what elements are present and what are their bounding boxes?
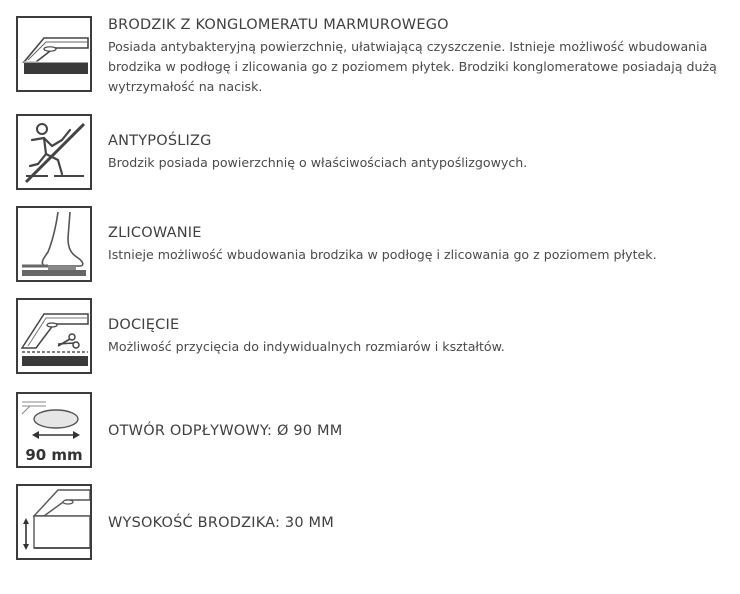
- feature-anti-slip: [16, 114, 726, 190]
- feature-flush-fitting: [16, 206, 726, 282]
- drain-diameter-icon: [16, 392, 92, 468]
- feature-title: DOCIĘCIE: [108, 317, 180, 333]
- feature-title: ANTYPOŚLIZG: [108, 133, 212, 149]
- tray-height-icon: [16, 484, 92, 560]
- feature-description: Posiada antybakteryjną powierzchnię, ułatwiającą czyszczenie. Istnieje możliwość wbudowania brodzika w podłogę i zlicowania go z poziomem płytek. Brodziki konglomeratowe posiadają dużą wytrzymałość na nacisk.: [108, 39, 717, 94]
- marble-tray-icon: [16, 16, 92, 92]
- feature-description: Brodzik posiada powierzchnię o właściwościach antypoślizgowych.: [108, 155, 528, 170]
- feature-title: WYSOKOŚĆ BRODZIKA: 30 MM: [108, 515, 334, 531]
- feature-marble-conglomerate: [16, 16, 726, 92]
- feature-tray-height: [16, 484, 726, 560]
- anti-slip-icon: [16, 114, 92, 190]
- feature-title: OTWÓR ODPŁYWOWY: Ø 90 MM: [108, 423, 343, 439]
- feature-description: Możliwość przycięcia do indywidualnych rozmiarów i kształtów.: [108, 339, 505, 354]
- feature-title: ZLICOWANIE: [108, 225, 202, 241]
- flush-floor-foot-icon: [16, 206, 92, 282]
- feature-description: Istnieje możliwość wbudowania brodzika w podłogę i zlicowania go z poziomem płytek.: [108, 247, 657, 262]
- feature-title: BRODZIK Z KONGLOMERATU MARMUROWEGO: [108, 17, 449, 33]
- cut-to-size-scissors-icon: [16, 298, 92, 374]
- feature-cut-to-size: [16, 298, 726, 374]
- drain-size-label: 90 mm: [25, 446, 83, 464]
- feature-drain-hole: [16, 392, 726, 468]
